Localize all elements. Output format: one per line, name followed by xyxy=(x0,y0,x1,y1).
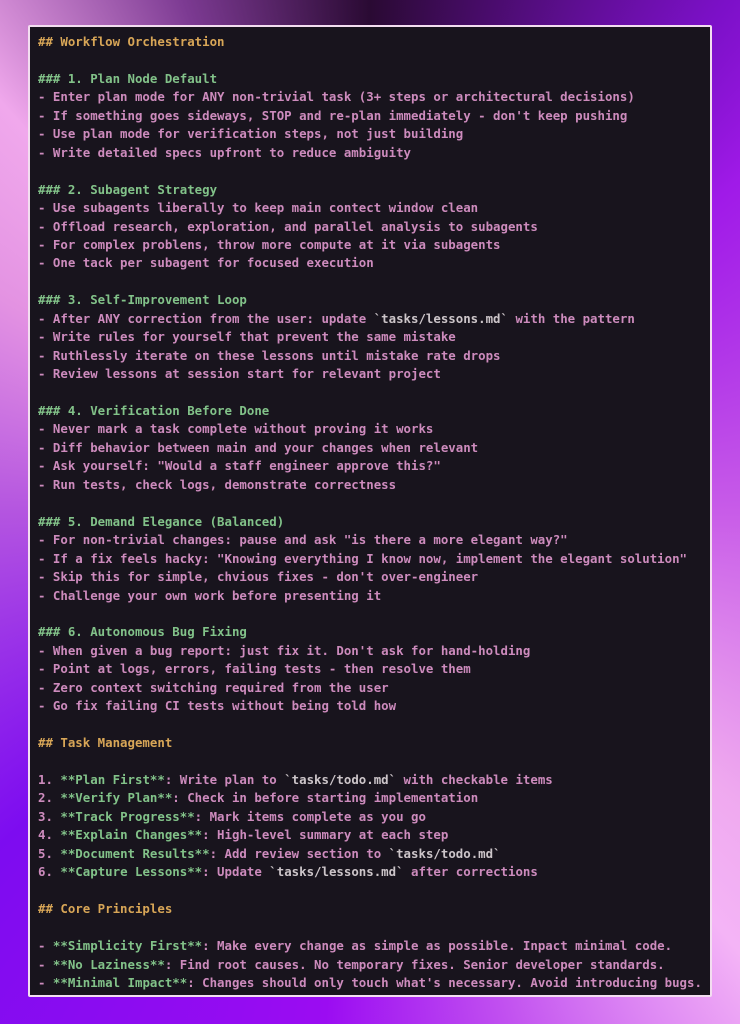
text-segment: : Check in before starting implementation xyxy=(172,790,479,806)
bold-text: **Verify Plan** xyxy=(60,790,173,806)
markdown-document-panel xyxy=(28,25,712,997)
h3-text: ### 1. Plan Node Default xyxy=(38,70,218,86)
text-segment: : Find root causes. No temporary fixes. Senior developer standards. xyxy=(164,956,665,972)
heading-level-2 xyxy=(38,900,710,918)
text-segment: - Zero context switching required from the user xyxy=(38,679,389,695)
bold-text: **No Laziness** xyxy=(52,956,165,972)
document-line xyxy=(38,439,710,457)
text-segment: - Write rules for yourself that prevent the same mistake xyxy=(38,329,456,345)
text-segment: - Enter plan mode for ANY non-trivial task (3+ steps or architectural decisions) xyxy=(38,89,635,105)
document-line xyxy=(38,789,710,807)
document-line xyxy=(38,531,710,549)
h3-text: ### 5. Demand Elegance (Balanced) xyxy=(38,513,285,529)
text-segment: - Skip this for simple, chvious fixes - don't over-engineer xyxy=(38,569,479,585)
document-line xyxy=(38,254,710,272)
text-segment: - xyxy=(38,974,53,990)
document-line xyxy=(38,642,710,660)
markdown-document xyxy=(38,33,710,992)
heading-level-3 xyxy=(38,623,710,641)
text-segment: - Challenge your own work before presenting it xyxy=(38,587,382,603)
text-segment: - One tack per subagent for focused execution xyxy=(38,255,374,271)
bold-text: **Plan First** xyxy=(60,772,165,787)
h2-text: ## Task Management xyxy=(38,735,173,751)
text-segment: : Write plan to xyxy=(164,772,285,787)
text-segment: - Ask yourself: "Would a staff engineer approve this?" xyxy=(38,458,441,474)
bold-text: **Capture Lessons** xyxy=(60,864,203,880)
heading-level-2 xyxy=(38,734,710,752)
text-segment: : Changes should only touch what's necessary. Avoid introducing bugs. xyxy=(187,974,702,990)
text-segment: - When given a bug report: just fix it. Don't ask for hand-holding xyxy=(38,642,531,658)
md-block-h2 xyxy=(38,734,710,752)
document-line xyxy=(38,863,710,881)
h3-text: ### 2. Subagent Strategy xyxy=(38,181,218,197)
heading-level-3 xyxy=(38,513,710,531)
text-segment: after corrections xyxy=(403,864,538,880)
document-line xyxy=(38,218,710,236)
document-line xyxy=(38,568,710,586)
bold-text: **Simplicity First** xyxy=(52,938,203,954)
md-block-section xyxy=(38,623,710,715)
md-block-h2 xyxy=(38,900,710,918)
text-segment: : Update xyxy=(202,864,270,880)
document-line xyxy=(38,660,710,678)
inline-code: `tasks/lessons.md` xyxy=(269,864,404,880)
text-segment: with the pattern xyxy=(507,310,635,326)
text-segment: - Offload research, exploration, and parallel analysis to subagents xyxy=(38,218,538,234)
text-segment: 6. xyxy=(38,864,61,880)
h3-text: ### 3. Self-Improvement Loop xyxy=(38,292,247,308)
text-segment: - Diff behavior between main and your changes when relevant xyxy=(38,439,479,455)
document-line xyxy=(38,476,710,494)
bold-text: **Document Results** xyxy=(60,845,210,861)
text-segment: with checkable items xyxy=(396,772,553,787)
h3-text: ### 4. Verification Before Done xyxy=(38,403,270,418)
heading-level-3 xyxy=(38,181,710,199)
bold-text: **Track Progress** xyxy=(60,808,195,824)
document-line xyxy=(38,310,710,328)
text-segment: 5. xyxy=(38,845,61,861)
text-segment: - Review lessons at session start for relevant project xyxy=(38,366,441,382)
text-segment: : Mark items complete as you go xyxy=(194,808,426,824)
document-line xyxy=(38,937,710,955)
inline-code: `tasks/lessons.md` xyxy=(373,310,508,326)
document-line xyxy=(38,697,710,715)
h3-text: ### 6. Autonomous Bug Fixing xyxy=(38,624,247,640)
document-line xyxy=(38,88,710,106)
document-line xyxy=(38,365,710,383)
md-block-section xyxy=(38,181,710,273)
document-line xyxy=(38,236,710,254)
inline-code: `tasks/todo.md` xyxy=(284,772,397,787)
text-segment: - Write detailed specs upfront to reduce ambiguity xyxy=(38,144,411,160)
heading-level-3 xyxy=(38,402,710,420)
document-line xyxy=(38,457,710,475)
text-segment: - Ruthlessly iterate on these lessons until mistake rate drops xyxy=(38,347,501,363)
md-block-list xyxy=(38,937,710,992)
text-segment: - xyxy=(38,938,53,954)
document-line xyxy=(38,974,710,992)
text-segment: 4. xyxy=(38,827,61,843)
document-line xyxy=(38,587,710,605)
h2-text: ## Core Principles xyxy=(38,901,173,917)
text-segment: - If a fix feels hacky: "Knowing everything I know now, implement the elegant solution" xyxy=(38,550,688,566)
text-segment: - Go fix failing CI tests without being told how xyxy=(38,698,397,714)
md-block-section xyxy=(38,402,710,494)
document-line xyxy=(38,808,710,826)
document-line xyxy=(38,550,710,568)
md-block-section xyxy=(38,513,710,605)
document-line xyxy=(38,679,710,697)
md-block-list xyxy=(38,771,710,882)
document-line xyxy=(38,144,710,162)
text-segment: - For complex problens, throw more compute at it via subagents xyxy=(38,236,501,252)
document-line xyxy=(38,199,710,217)
heading-level-2 xyxy=(38,33,710,51)
bold-text: **Minimal Impact** xyxy=(52,974,188,990)
md-block-h2 xyxy=(38,33,710,51)
text-segment: 3. xyxy=(38,808,61,824)
document-line xyxy=(38,107,710,125)
text-segment: - Use subagents liberally to keep main contect window clean xyxy=(38,200,479,216)
text-segment: 2. xyxy=(38,790,61,806)
text-segment: - Never mark a task complete without proving it works xyxy=(38,421,434,437)
text-segment: - After ANY correction from the user: update xyxy=(38,310,374,326)
document-line xyxy=(38,347,710,365)
document-line xyxy=(38,845,710,863)
bold-text: **Explain Changes** xyxy=(60,827,203,843)
text-segment: - If something goes sideways, STOP and re-plan immediately - don't keep pushing xyxy=(38,107,628,123)
text-segment: 1. xyxy=(38,772,61,787)
inline-code: `tasks/todo.md` xyxy=(388,845,501,861)
text-segment: : Make every change as simple as possible. Inpact minimal code. xyxy=(202,938,673,954)
h2-text: ## Workflow Orchestration xyxy=(38,34,225,49)
document-line xyxy=(38,125,710,143)
heading-level-3 xyxy=(38,291,710,309)
document-line xyxy=(38,826,710,844)
md-block-section xyxy=(38,70,710,162)
text-segment: - Point at logs, errors, failing tests - then resolve them xyxy=(38,661,471,677)
text-segment: - Run tests, check logs, demonstrate correctness xyxy=(38,476,397,492)
heading-level-3 xyxy=(38,70,710,88)
text-segment: - For non-trivial changes: pause and ask "is there a more elegant way?" xyxy=(38,532,568,548)
document-line xyxy=(38,956,710,974)
document-line xyxy=(38,420,710,438)
document-line xyxy=(38,328,710,346)
text-segment: : High-level summary at each step xyxy=(202,827,449,843)
document-line xyxy=(38,771,710,789)
text-segment: - xyxy=(38,956,53,972)
text-segment: - Use plan mode for verification steps, not just building xyxy=(38,126,464,142)
text-segment: : Add review section to xyxy=(209,845,389,861)
md-block-section xyxy=(38,291,710,383)
